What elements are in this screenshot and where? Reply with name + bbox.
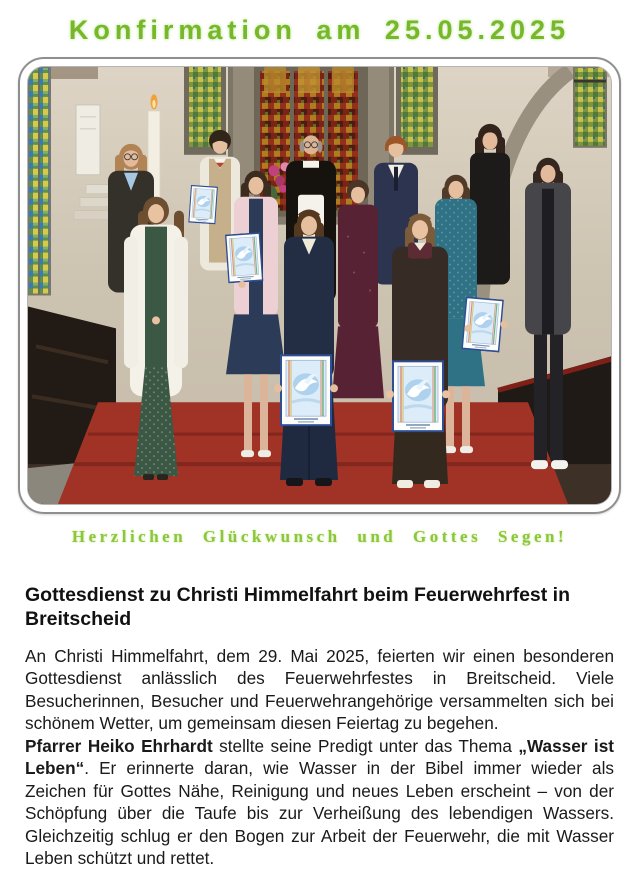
photo-caption: Herzlichen Glückwunsch und Gottes Segen! xyxy=(71,527,568,546)
stained-glass-window-left xyxy=(28,67,50,294)
church-group-photo-illustration xyxy=(28,67,611,504)
article-heading: Gottesdienst zu Christi Himmelfahrt beim Feuerwehrfest in Breitscheid xyxy=(25,584,571,630)
article-paragraph: Pfarrer Heiko Ehrhardt stellte seine Predigt unter das Thema „Wasser ist Leben“. Er erinnerte daran, wie Wasser in der Bibel immer wieder als Zeichen für Gottes Nähe, Reinigung und neues Leben erscheint – von der Schöpfung über die Taufe bis zur Verheißung des lebendigen Wassers. Gleichzeitig schlug er den Bogen zur Arbeit der Feuerwehr, die mit Wasser Leben schützt und rettet. xyxy=(25,735,614,869)
article xyxy=(25,584,614,870)
confirmation-group-photo xyxy=(27,66,612,505)
person-girl-navy-suit xyxy=(280,210,338,486)
certificate-brown-coat-girl xyxy=(386,361,450,431)
photo-frame xyxy=(18,57,621,514)
person-girl-brown-coat xyxy=(392,214,448,488)
certificate-pink-girl xyxy=(226,233,263,288)
article-body xyxy=(25,645,614,870)
article-paragraph: An Christi Himmelfahrt, dem 29. Mai 2025, feierten wir einen besonderen Gottesdienst anlässlich des Feuerwehrfestes in Breitscheid. Viele Besucherinnen, Besucher und Feuerwehrangehörige versammelten sich bei schönem Wetter, um gemeinsam diesen Feiertag zu begehen. xyxy=(25,645,614,734)
page-title: Konfirmation am 25.05.2025 xyxy=(68,15,571,45)
certificate-small-back xyxy=(189,185,218,223)
certificate-navy-girl xyxy=(274,355,338,425)
person-girl-maroon-dress xyxy=(332,180,384,399)
